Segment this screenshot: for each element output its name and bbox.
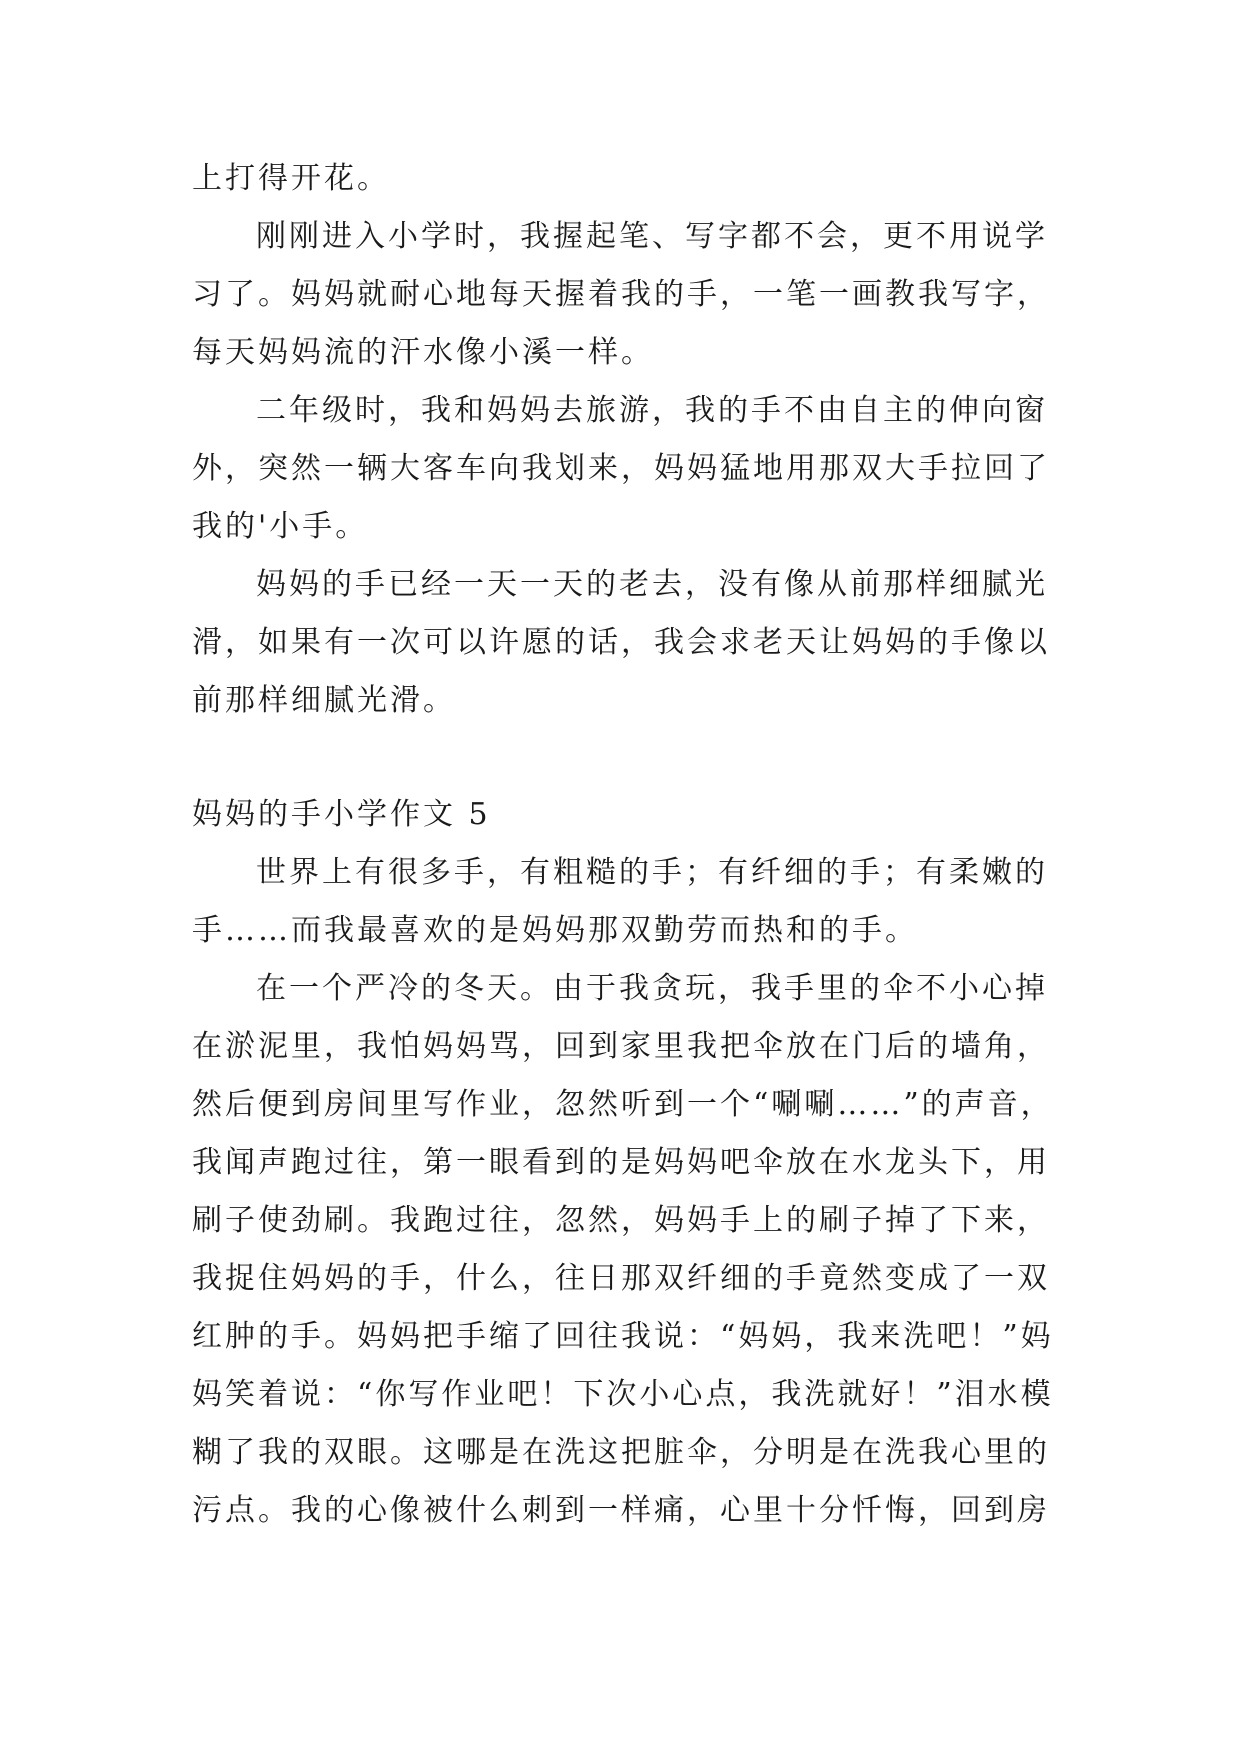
text-line: 妈妈的手已经一天一天的老去，没有像从前那样细腻光 <box>256 567 1048 602</box>
paragraph-6 <box>192 960 1052 1540</box>
text-line: 每天妈妈流的汗水像小溪一样。 <box>192 335 654 370</box>
text-line: 习了。妈妈就耐心地每天握着我的手，一笔一画教我写字， <box>192 277 1050 312</box>
paragraph-1 <box>192 150 1052 208</box>
paragraph-5 <box>192 844 1052 960</box>
text-line: 在淤泥里，我怕妈妈骂，回到家里我把伞放在门后的墙角， <box>192 1029 1050 1064</box>
text-line: 滑，如果有一次可以许愿的话，我会求老天让妈妈的手像以 <box>192 625 1050 660</box>
text-line: 在一个严冷的冬天。由于我贪玩，我手里的伞不小心掉 <box>256 971 1048 1006</box>
text-line: 刚刚进入小学时，我握起笔、写字都不会，更不用说学 <box>256 219 1048 254</box>
text-line: 世界上有很多手，有粗糙的手；有纤细的手；有柔嫩的 <box>256 855 1048 890</box>
text-line: 妈笑着说：“你写作业吧！下次小心点，我洗就好！”泪水模 <box>192 1377 1054 1412</box>
document-page <box>192 150 1052 1540</box>
section-title: 妈妈的手小学作文 5 <box>192 797 491 832</box>
paragraph-4 <box>192 556 1052 730</box>
text-line: 上打得开花。 <box>192 161 390 196</box>
paragraph-3 <box>192 382 1052 556</box>
text-line: 前那样细腻光滑。 <box>192 683 456 718</box>
text-line: 糊了我的双眼。这哪是在洗这把脏伞，分明是在洗我心里的 <box>192 1435 1050 1470</box>
text-line: 外，突然一辆大客车向我划来，妈妈猛地用那双大手拉回了 <box>192 451 1050 486</box>
paragraph-2 <box>192 208 1052 382</box>
text-line: 污点。我的心像被什么刺到一样痛，心里十分忏悔，回到房 <box>192 1493 1050 1528</box>
text-line: 我闻声跑过往，第一眼看到的是妈妈吧伞放在水龙头下，用 <box>192 1145 1050 1180</box>
text-line: 红肿的手。妈妈把手缩了回往我说：“妈妈，我来洗吧！”妈 <box>192 1319 1054 1354</box>
text-line: 手……而我最喜欢的是妈妈那双勤劳而热和的手。 <box>192 913 918 948</box>
text-line: 刷子使劲刷。我跑过往，忽然，妈妈手上的刷子掉了下来， <box>192 1203 1050 1238</box>
text-line: 我捉住妈妈的手，什么，往日那双纤细的手竟然变成了一双 <box>192 1261 1050 1296</box>
text-line: 二年级时，我和妈妈去旅游，我的手不由自主的伸向窗 <box>256 393 1048 428</box>
text-line: 然后便到房间里写作业，忽然听到一个“唰唰……”的声音， <box>192 1087 1054 1122</box>
text-line: 我的'小手。 <box>192 509 369 544</box>
